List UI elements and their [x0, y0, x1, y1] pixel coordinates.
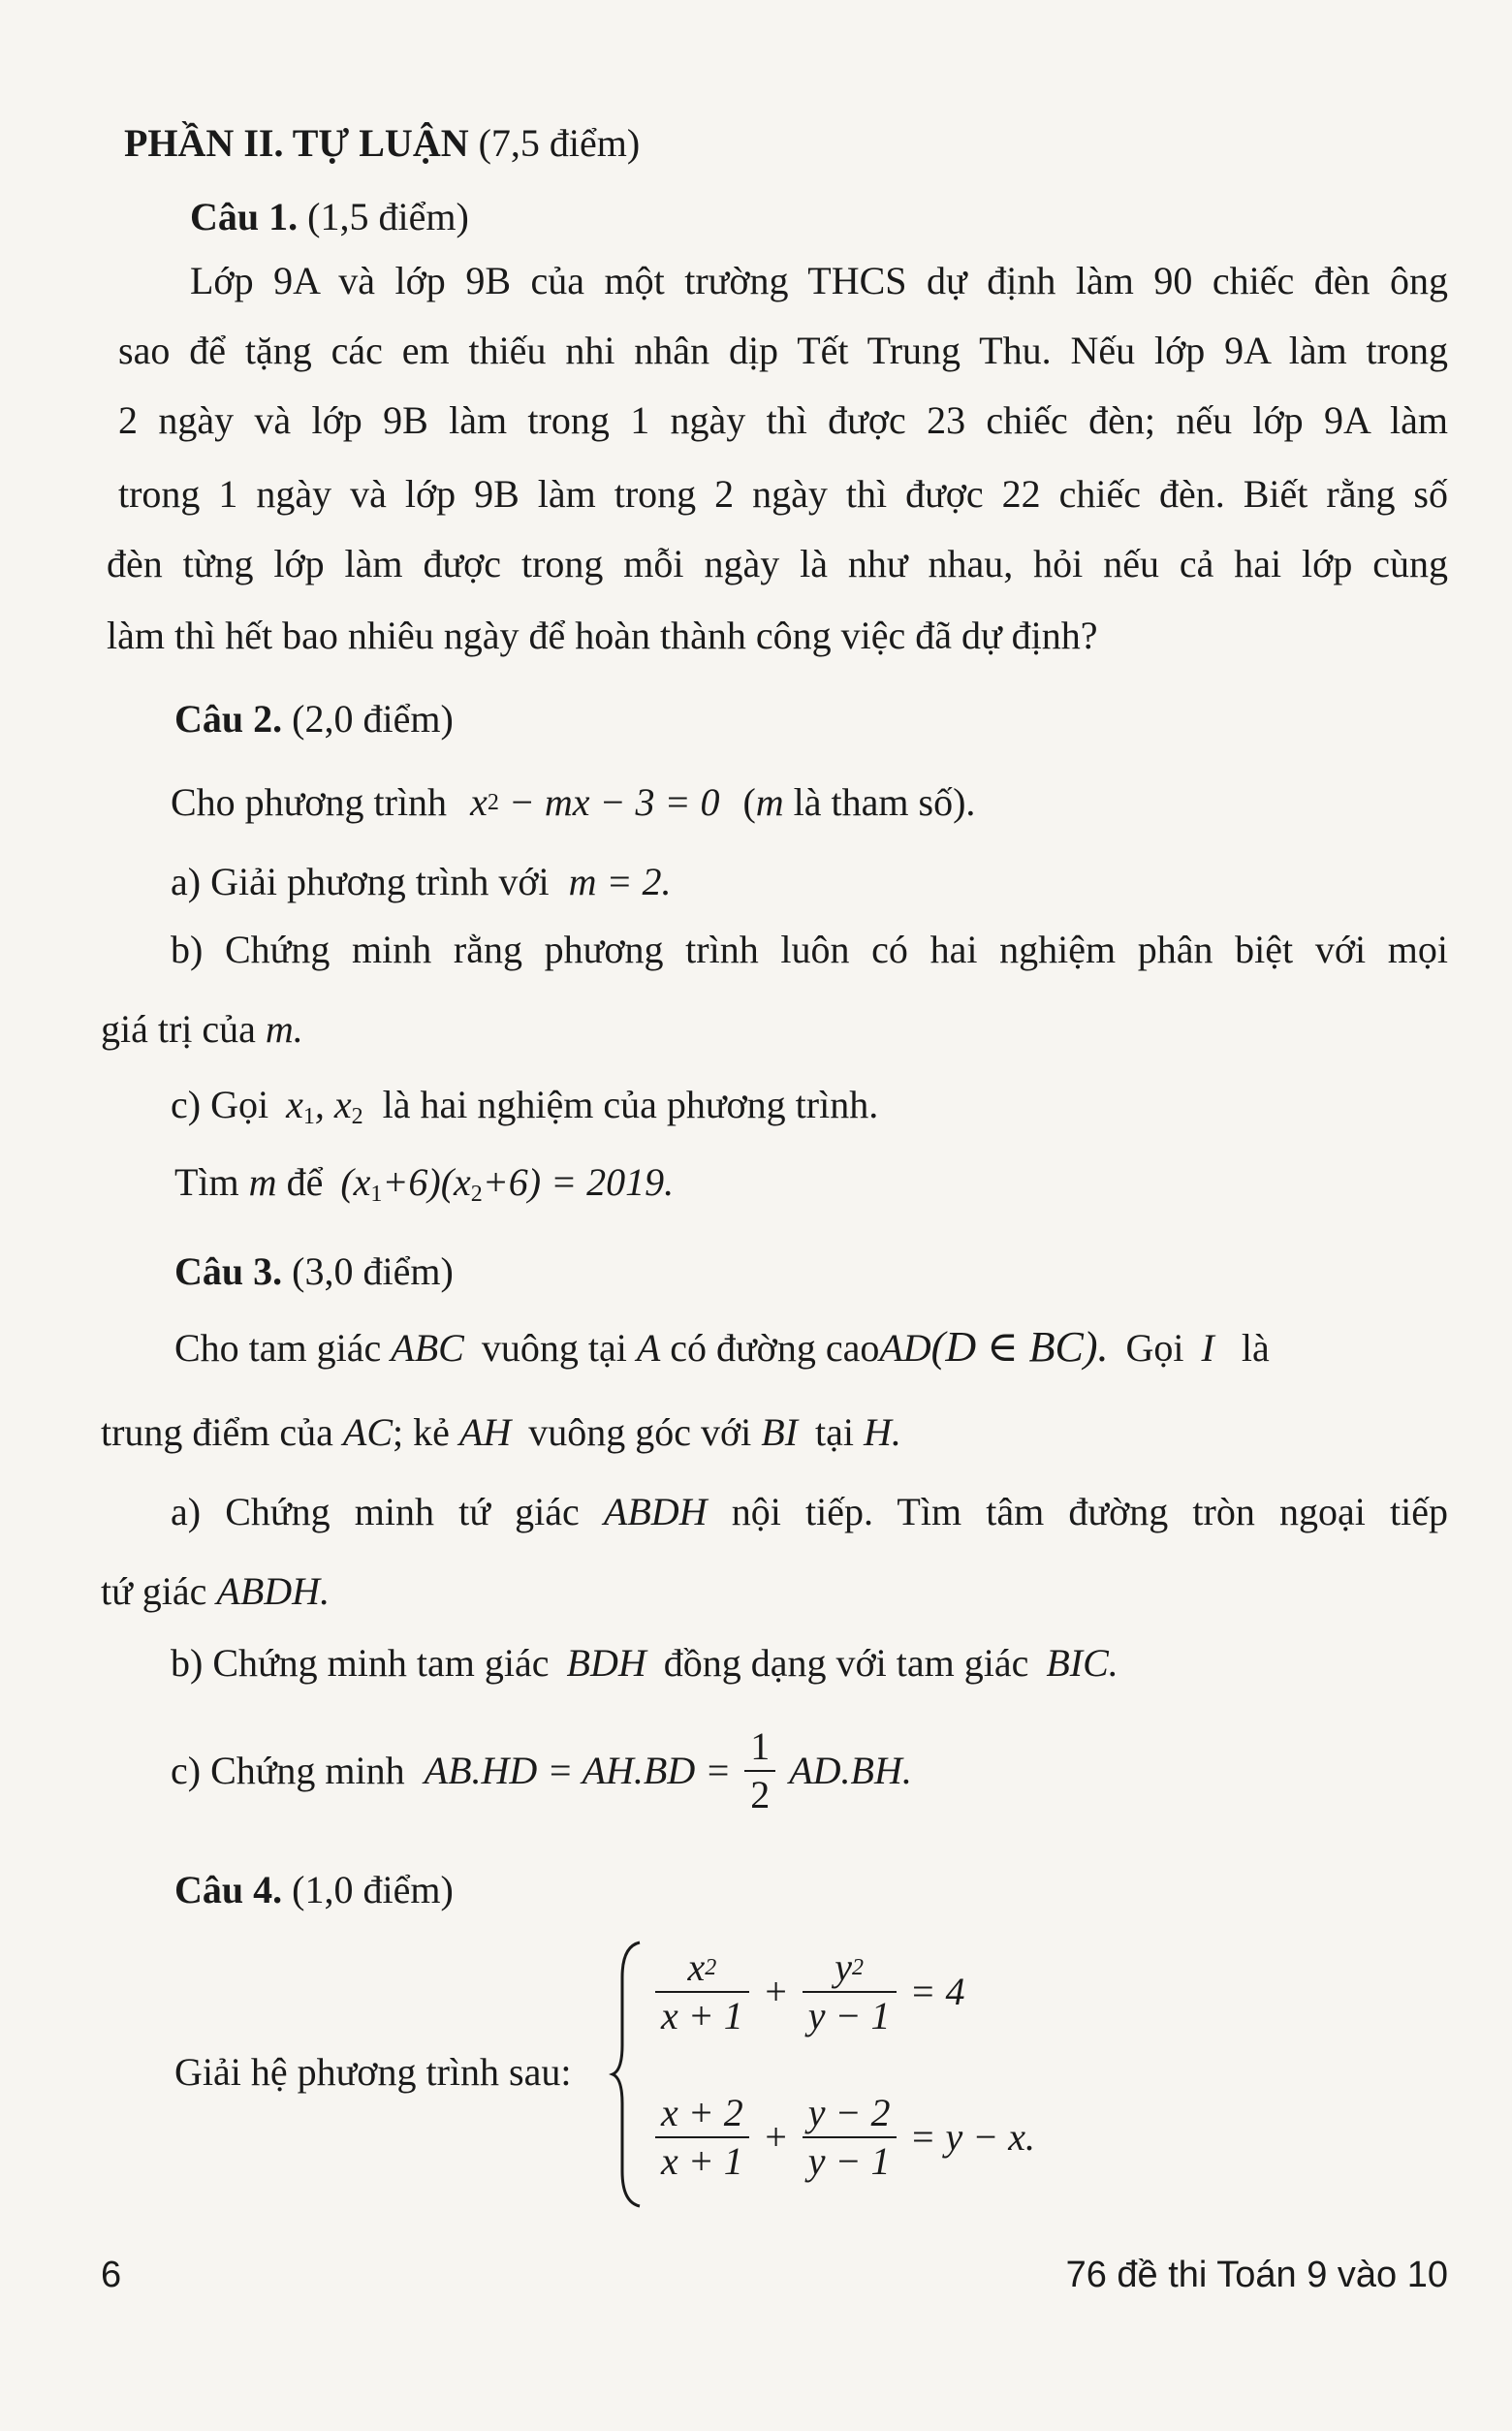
q1-line-1: Lớp 9A và lớp 9B của một trường THCS dự định làm 90 chiếc đèn ông: [190, 259, 1448, 302]
system-row-2: [651, 2091, 1035, 2183]
q3-b-a: b) Chứng minh tam giác: [171, 1641, 550, 1685]
q2-c-post: là hai nghiệm của phương trình.: [382, 1083, 879, 1126]
q2-a-text: a) Giải phương trình với: [171, 860, 550, 903]
q3-l1-c: có đường cao: [670, 1326, 880, 1370]
section-title: PHẦN II. TỰ LUẬN: [124, 121, 469, 165]
q3-c-fraction: [744, 1724, 775, 1816]
q3-heading: [174, 1249, 454, 1293]
book-title: 76 đề thi Toán 9 vào 10: [1065, 2255, 1448, 2295]
q2-find: [174, 1160, 675, 1207]
q2-part-b-line-1: b) Chứng minh rằng phương trình luôn có hai nghiệm phân biệt với mọi: [171, 928, 1448, 971]
r1-n2-pow: 2: [852, 1955, 864, 1980]
q1-points: (1,5 điểm): [307, 195, 469, 238]
q2-c-sub1: 1: [302, 1104, 315, 1129]
q3-b-bic: BIC.: [1046, 1641, 1118, 1685]
r1-n1: x: [687, 1945, 706, 1989]
q3-part-a-line-2: [101, 1569, 331, 1613]
q4-intro: Giải hệ phương trình sau:: [174, 2050, 572, 2094]
q2-points: (2,0 điểm): [292, 697, 454, 741]
q2-eq-x: x: [470, 780, 488, 824]
q3-l1-b: vuông tại: [481, 1326, 627, 1370]
q2-equation-line: Cho phương trình $x^2$ − mx − 3 = 0 (m là tham số).: [171, 780, 976, 824]
q2-find-eq-b: 1: [370, 1182, 383, 1207]
q2-eq-rest: − mx − 3 = 0: [508, 780, 720, 824]
r2-d2: y − 1: [807, 2139, 891, 2183]
r2-frac-2: [803, 2091, 897, 2183]
q3-l1-a: Cho tam giác: [174, 1326, 382, 1370]
q3-c-den: 2: [750, 1773, 771, 1816]
r1-d2: y − 1: [807, 1994, 891, 2037]
q3-l1-I: I: [1201, 1326, 1214, 1370]
q3-b-b: đồng dạng với tam giác: [663, 1641, 1029, 1685]
q2-part-b-line-2: [101, 1007, 303, 1051]
r1-n1-pow: 2: [705, 1955, 717, 1980]
r1-n2: y: [835, 1945, 852, 1989]
q2-c-pre: c) Gọi: [171, 1083, 269, 1126]
q2-c-sub2: 2: [351, 1104, 363, 1129]
q3-l2-b: ; kẻ: [393, 1410, 450, 1454]
q4-title: Câu 4.: [174, 1868, 283, 1911]
q2-part-c: [171, 1083, 879, 1129]
q3-l2-d: tại: [815, 1410, 855, 1454]
q3-part-a-line-1: [171, 1490, 1449, 1533]
q3-l1-A: A: [636, 1326, 661, 1370]
q1-heading: [190, 195, 469, 238]
q3-a-l1-b: nội tiếp. Tìm tâm đường tròn ngoại tiếp: [731, 1490, 1449, 1533]
q2-find-eq-e: +6) = 2019.: [482, 1160, 675, 1204]
q3-c-a: c) Chứng minh: [171, 1749, 405, 1792]
page-number: 6: [101, 2255, 122, 2295]
q4-heading: [174, 1868, 454, 1911]
q1-line-3: 2 ngày và lớp 9B làm trong 1 ngày thì được 23 chiếc đèn; nếu lớp 9A làm: [118, 398, 1448, 442]
q3-line-2: [101, 1410, 901, 1454]
q3-l1-ad: AD: [879, 1326, 931, 1370]
q3-l2-a: trung điểm của: [101, 1410, 333, 1454]
q2-title: Câu 2.: [174, 697, 283, 741]
q3-line-1: [174, 1323, 1270, 1371]
q2-param-note: là tham số).: [793, 780, 976, 824]
r2-d1: x + 1: [661, 2139, 743, 2183]
q3-l2-c: vuông góc với: [528, 1410, 752, 1454]
q3-a-l2-a: tứ giác: [101, 1569, 207, 1613]
r1-d1: x + 1: [661, 1994, 743, 2037]
q4-points: (1,0 điểm): [292, 1868, 454, 1911]
q2-find-eq-a: (x: [340, 1160, 371, 1204]
r1-plus: +: [762, 1970, 789, 2013]
q2-param-m: m: [755, 780, 784, 824]
q3-a-l2-abdh: ABDH.: [216, 1569, 331, 1613]
q3-l1-paren: (D ∈ BC).: [930, 1323, 1109, 1371]
q3-c-num: 1: [744, 1727, 775, 1772]
q3-title: Câu 3.: [174, 1249, 283, 1293]
section-heading: [124, 121, 641, 165]
q2-find-eq-d: 2: [470, 1182, 483, 1207]
q3-l2-ac: AC: [342, 1410, 394, 1454]
q2-c-x2: , x: [314, 1083, 352, 1126]
q2-part-a: [171, 860, 672, 903]
q3-a-l1-a: a) Chứng minh tứ giác: [171, 1490, 580, 1533]
q2-a-math: m = 2.: [568, 860, 672, 903]
r1-frac-1: [655, 1945, 749, 2037]
q2-intro: Cho phương trình: [171, 780, 448, 824]
q2-b-line2-math: m.: [265, 1007, 303, 1051]
q2-b-line2-text: giá trị của: [101, 1007, 256, 1051]
q3-l1-e: là: [1241, 1326, 1270, 1370]
system-row-1: [651, 1945, 965, 2037]
q2-find-de: để: [286, 1160, 324, 1204]
q2-eq-pow: 2: [487, 790, 499, 815]
q1-line-2: sao để tặng các em thiếu nhi nhân dịp Tết Trung Thu. Nếu lớp 9A làm trong: [118, 329, 1448, 372]
q3-c-eq1: AB.HD = AH.BD =: [424, 1749, 732, 1792]
q3-l1-abc: ABC: [391, 1326, 464, 1370]
r2-n1: x + 2: [655, 2094, 749, 2138]
system-brace: [609, 1939, 647, 2210]
q3-part-c: [171, 1724, 912, 1816]
q3-l2-bi: BI: [761, 1410, 799, 1454]
q1-line-6: làm thì hết bao nhiêu ngày để hoàn thành công việc đã dự định?: [107, 614, 1098, 657]
q3-l1-d: Gọi: [1125, 1326, 1184, 1370]
q3-points: (3,0 điểm): [292, 1249, 454, 1293]
r1-frac-2: [803, 1945, 897, 2037]
q3-part-b: [171, 1641, 1118, 1685]
q1-line-4: trong 1 ngày và lớp 9B làm trong 2 ngày thì được 22 chiếc đèn. Biết rằng số: [118, 472, 1448, 516]
q2-find-m: m: [248, 1160, 277, 1204]
q2-c-x1: x: [286, 1083, 303, 1126]
r2-plus: +: [762, 2115, 789, 2159]
q3-c-eq2: AD.BH.: [789, 1749, 912, 1792]
r2-n2: y − 2: [803, 2094, 897, 2138]
q3-l2-ah: AH: [458, 1410, 512, 1454]
q2-find-eq-c: +6)(x: [382, 1160, 471, 1204]
r2-eq: = y − x.: [909, 2115, 1035, 2159]
q1-line-5: đèn từng lớp làm được trong mỗi ngày là như nhau, hỏi nếu cả hai lớp cùng: [107, 542, 1448, 585]
r2-frac-1: [655, 2091, 749, 2183]
q1-title: Câu 1.: [190, 195, 299, 238]
q2-heading: [174, 697, 454, 741]
q3-b-bdh: BDH: [566, 1641, 646, 1685]
section-points: (7,5 điểm): [478, 121, 641, 165]
q3-a-l1-abdh: ABDH: [603, 1490, 708, 1533]
q2-find-pre: Tìm: [174, 1160, 239, 1204]
r1-eq: = 4: [909, 1970, 965, 2013]
q3-l2-h: H.: [864, 1410, 901, 1454]
